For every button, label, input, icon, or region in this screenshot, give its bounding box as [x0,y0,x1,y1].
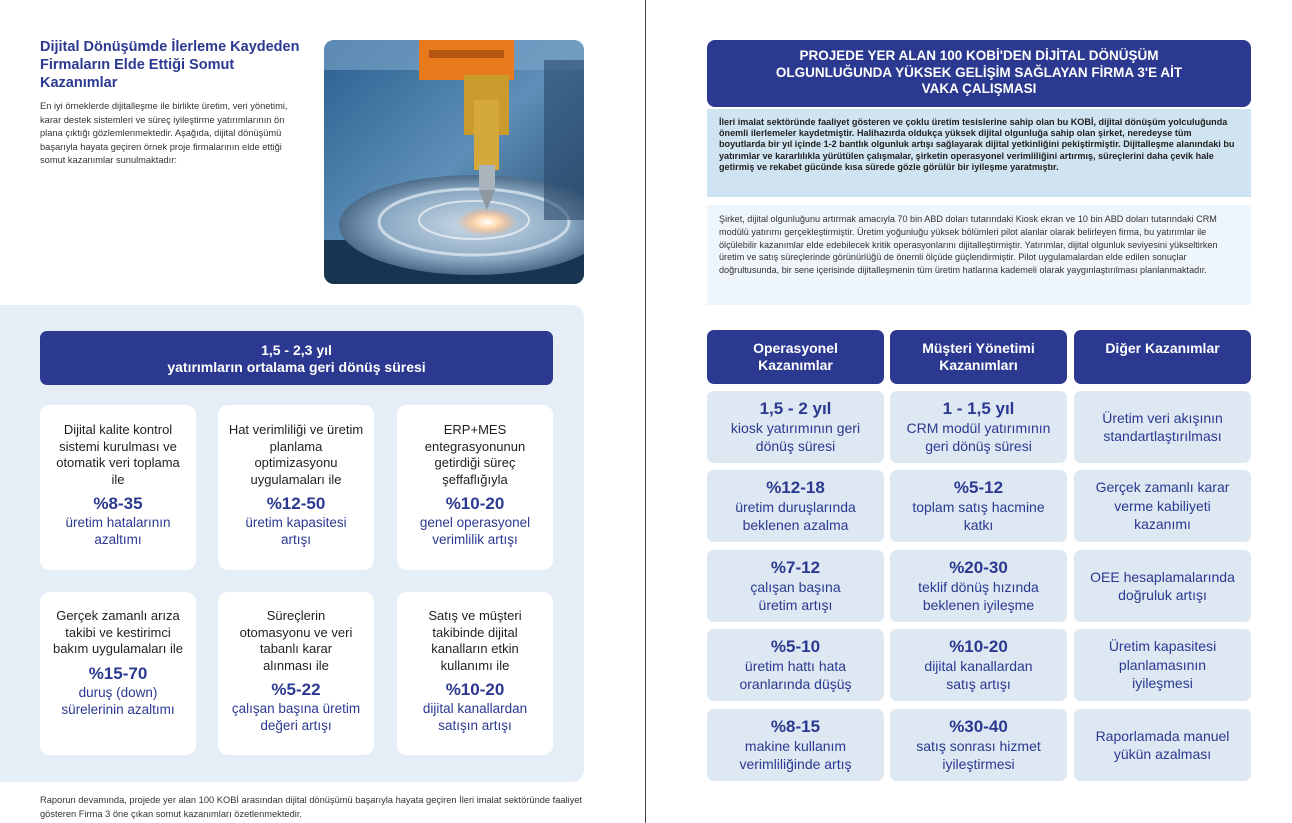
gain-card-value: %5-22 [271,680,321,699]
other-gain-cell [1074,709,1251,781]
operational-gain-cell [707,470,884,542]
operational-gain-cell [707,550,884,622]
gain-card [397,592,553,755]
other-gain-cell [1074,550,1251,622]
column-header-other: Diğer Kazanımlar [1074,330,1251,384]
cell-value: %5-10 [770,637,821,656]
cell-value: %20-30 [949,558,1008,577]
cell-text: Üretim veri akışının standartlaştırılması [1102,409,1223,444]
customer-gain-cell [890,629,1067,701]
cell-value: %30-40 [949,717,1008,736]
cell-text: Raporlamada manuel yükün azalması [1095,727,1230,762]
gain-card-desc: ERP+MES entegrasyonunun getirdiği süreç şeffaflığıyla [424,422,526,487]
gain-card-desc: Süreçlerin otomasyonu ve veri tabanlı karar alınması ile [239,608,353,673]
gain-card-result: üretim hatalarının azaltımı [65,515,171,547]
gain-card-value: %10-20 [445,494,505,513]
case-study-body: Şirket, dijital olgunluğunu artırmak amacıyla 70 bin ABD doları tutarındaki Kiosk ekran ve 10 bin ABD doları tutarındaki CRM modülü yatırımı gerçekleştirmiştir. Üretim yoğunluğu yüksek bölümleri pilot alanlar olarak belirleyen firma, bu yatırımlar ile ölçülebilir kazanımlar elde edebilecek kritik operasyonlarını dijitalleştirmiştir. Yatırımlar, dijital olgunluk seviyesini yükseltirken üretim ve satış süreçlerinde görünürlüğü de önemli ölçüde güçlendirmiştir. Pilot uygulamalardan elde edilen sonuçlar doğrultusunda, bir sene içerisinde dijitalleşmenin tüm üretim hatlarına kademeli olarak yaygınlaştırılması planlanmaktadır. [707,205,1251,305]
gain-card-value: %10-20 [445,680,505,699]
cell-value: %7-12 [770,558,821,577]
payback-label: yatırımların ortalama geri dönüş süresi [167,359,426,375]
operational-gain-cell [707,391,884,463]
operational-gain-cell [707,709,884,781]
customer-gain-cell [890,470,1067,542]
cell-text: OEE hesaplamalarında doğruluk artışı [1090,568,1235,603]
customer-gain-cell [890,709,1067,781]
cell-value: %5-12 [953,478,1004,497]
column-header-operational: Operasyonel Kazanımlar [707,330,884,384]
other-gain-cell [1074,470,1251,542]
gain-card-desc: Satış ve müşteri takibinde dijital kanalların etkin kullanımı ile [428,608,522,673]
cell-value: %8-15 [770,717,821,736]
cell-desc: kiosk yatırımının geri dönüş süresi [730,420,861,454]
other-gain-cell [1074,391,1251,463]
left-intro-text: En iyi örneklerde dijitalleşme ile birlikte üretim, veri yönetimi, karar destek sistemleri ve süreç iyileştirme yatırımlarının ön plana çıktığı gözlemlenmektedir. Aşağıda, dijital dönüşümü başarıyla hayata geçiren örnek proje firmalarının elde ettiği somut kazanımlar sunulmaktadır: [40,101,288,165]
gain-card [218,592,374,755]
customer-gain-cell [890,391,1067,463]
gain-card-result: duruş (down) sürelerinin azaltımı [61,684,175,717]
cell-desc: CRM modül yatırımının geri dönüş süresi [906,420,1051,454]
cell-desc: teklif dönüş hızında beklenen iyileşme [918,579,1039,613]
operational-gain-cell [707,629,884,701]
column-header-customer: Müşteri Yönetimi Kazanımları [890,330,1067,384]
case-study-title: PROJEDE YER ALAN 100 KOBİ'DEN DİJİTAL DÖNÜŞÜM OLGUNLUĞUNDA YÜKSEK GELİŞİM SAĞLAYAN FİRMA 3'E AİT VAKA ÇALIŞMASI [707,40,1251,107]
gain-card-value: %15-70 [88,663,148,683]
left-page-title: Dijital Dönüşümde İlerleme Kaydeden Firmaların Elde Ettiği Somut Kazanımlar [40,39,300,91]
gain-card-desc: Hat verimliliği ve üretim planlama optimizasyonu uygulamaları ile [228,422,364,487]
payback-value: 1,5 - 2,3 yıl [261,342,332,358]
cell-desc: üretim hattı hata oranlarında düşüş [739,658,852,692]
cell-desc: çalışan başına üretim artışı [750,579,841,613]
cell-desc: makine kullanım verimliliğinde artış [739,738,852,772]
cell-value: %10-20 [949,637,1008,656]
gain-card [397,405,553,570]
case-study-summary: İleri imalat sektöründe faaliyet gösteren ve çoklu üretim tesislerine sahip olan bu KOBİ, dijital dönüşüm yolculuğunda önemli ilerlemeler kaydetmiştir. Halihazırda oldukça yüksek dijital olgunluğa sahip olan şirket, neredeyse tüm boyutlarda bir yıl içinde 1-2 bantlık olgunluk artışı sağlayarak dijital yetkinliğini pekiştirmiştir. Dijitalleşme alanındaki bu yatırımlar ve kararlılıkla yürütülen çalışmalar, şirketin operasyonel verimliliğini artırmış, süreçlerini daha çevik hale getirmiş ve rekabet gücünde kısa sürede gözle görülür bir iyileşme yaratmıştır. [707,109,1251,197]
cell-value: 1,5 - 2 yıl [759,399,832,418]
cell-desc: toplam satış hacmine katkı [912,499,1045,533]
gain-card [40,592,196,755]
other-gain-cell [1074,629,1251,701]
gain-card-desc: Gerçek zamanlı arıza takibi ve kestirimci bakım uygulamaları ile [52,608,184,656]
gain-card-result: dijital kanallardan satışın artışı [422,701,528,733]
payback-banner [40,331,553,385]
cell-value: %12-18 [766,478,825,497]
cell-desc: dijital kanallardan satış artışı [924,658,1033,692]
gain-card [40,405,196,570]
gain-card-value: %8-35 [93,494,143,513]
cell-value: 1 - 1,5 yıl [942,399,1015,418]
gain-card-result: üretim kapasitesi artışı [245,515,347,547]
gain-card [218,405,374,570]
gain-card-desc: Dijital kalite kontrol sistemi kurulması ve otomatik veri toplama ile [56,422,180,487]
page-divider [645,0,646,823]
gain-card-value: %12-50 [266,494,326,513]
gain-card-result: genel operasyonel verimlilik artışı [419,515,531,547]
cell-text: Üretim kapasitesi planlamasının iyileşmesi [1108,638,1217,692]
gain-card-result: çalışan başına üretim değeri artışı [231,701,361,733]
left-footer-text: Raporun devamında, projede yer alan 100 KOBİ arasından dijital dönüşümü başarıyla hayata geçiren İleri imalat sektöründe faaliyet gösteren Firma 3 öne çıkan somut kazanımları özetlenmektedir. [40,795,583,819]
laser-machine-photo [324,40,584,284]
customer-gain-cell [890,550,1067,622]
cell-text: Gerçek zamanlı karar verme kabiliyeti kazanımı [1095,479,1230,533]
cell-desc: üretim duruşlarında beklenen azalma [735,499,856,533]
cell-desc: satış sonrası hizmet iyileştirmesi [916,738,1041,772]
